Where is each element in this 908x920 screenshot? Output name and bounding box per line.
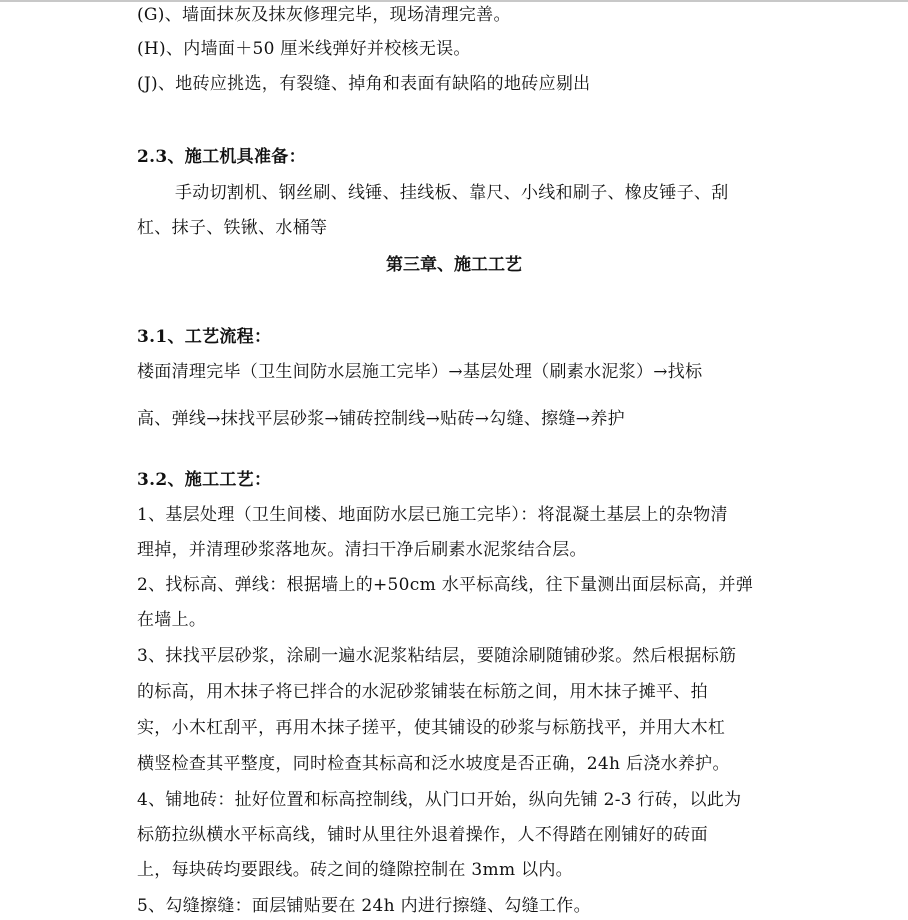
- section-3-2-paragraph-line: 5、勾缝擦缝：面层铺贴要在 24h 内进行擦缝、勾缝工作。: [137, 896, 591, 916]
- section-3-2-paragraph-line: 4、铺地砖：扯好位置和标高控制线，从门口开始，纵向先铺 2-3 行砖，以此为: [137, 790, 742, 810]
- section-3-2-heading: 3.2、施工工艺：: [137, 470, 272, 490]
- section-3-2-paragraph-line: 在墙上。: [137, 610, 207, 630]
- section-3-1-paragraph-line: 楼面清理完毕（卫生间防水层施工完毕）→基层处理（刷素水泥浆）→找标: [137, 362, 703, 382]
- list-item-j: (J)、地砖应挑选，有裂缝、掉角和表面有缺陷的地砖应剔出: [137, 74, 591, 94]
- section-3-2-paragraph-line: 实，小木杠刮平，再用木抹子搓平，使其铺设的砂浆与标筋找平，并用大木杠: [137, 718, 726, 738]
- list-item-g: (G)、墙面抹灰及抹灰修理完毕，现场清理完善。: [137, 5, 511, 25]
- section-3-2-paragraph-line: 标筋拉纵横水平标高线，铺时从里往外退着操作，人不得踏在刚铺好的砖面: [137, 825, 708, 845]
- section-3-2-paragraph-line: 的标高，用木抹子将已拌合的水泥砂浆铺装在标筋之间，用木抹子摊平、拍: [137, 682, 708, 702]
- section-3-2-paragraph-line: 横竖检查其平整度，同时检查其标高和泛水坡度是否正确，24h 后浇水养护。: [137, 754, 730, 774]
- section-3-2-paragraph-line: 上，每块砖均要跟线。砖之间的缝隙控制在 3mm 以内。: [137, 860, 573, 880]
- section-3-1-paragraph-line: 高、弹线→抹找平层砂浆→铺砖控制线→贴砖→勾缝、擦缝→养护: [137, 409, 625, 429]
- page-top-border: [0, 0, 908, 2]
- list-item-h: (H)、内墙面＋50 厘米线弹好并校核无误。: [137, 39, 471, 59]
- section-3-1-heading: 3.1、工艺流程：: [137, 327, 272, 347]
- chapter-title: 第三章、施工工艺: [386, 255, 522, 275]
- section-3-2-paragraph-line: 2、找标高、弹线：根据墙上的+50cm 水平标高线，往下量测出面层标高，并弹: [137, 575, 754, 595]
- section-3-2-paragraph-line: 3、抹找平层砂浆，涂刷一遍水泥浆粘结层，要随涂刷随铺砂浆。然后根据标筋: [137, 646, 737, 666]
- section-2-3-heading: 2.3、施工机具准备：: [137, 147, 306, 167]
- section-2-3-paragraph-line: 手动切割机、钢丝刷、线锤、挂线板、靠尺、小线和刷子、橡皮锤子、刮: [175, 183, 729, 203]
- section-3-2-paragraph-line: 理掉，并清理砂浆落地灰。清扫干净后刷素水泥浆结合层。: [137, 540, 587, 560]
- section-2-3-paragraph-line: 杠、抹子、铁锹、水桶等: [137, 218, 328, 238]
- section-3-2-paragraph-line: 1、基层处理（卫生间楼、地面防水层已施工完毕）：将混凝土基层上的杂物清: [137, 505, 728, 525]
